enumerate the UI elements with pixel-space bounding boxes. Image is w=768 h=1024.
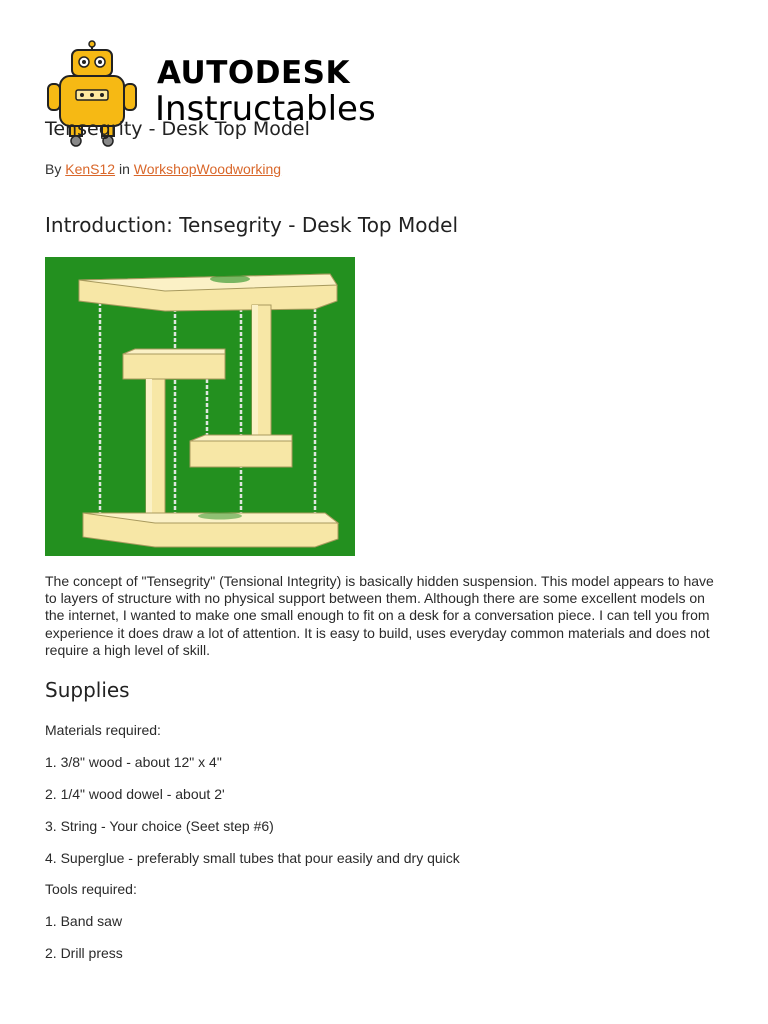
byline: [45, 161, 281, 177]
author-link[interactable]: KenS12: [65, 161, 116, 177]
material-item: 1. 3/8" wood - about 12" x 4": [45, 754, 222, 770]
material-item: 3. String - Your choice (Seet step #6): [45, 818, 274, 834]
intro-paragraph: The concept of "Tensegrity" (Tensional Integrity) is basically hidden suspension. This model appears to have to layers of structure with no physical support between them. Although there are some excellent models on the internet, I wanted to make one small enough to fit on a desk for a conversation piece. I can tell you from experience it does draw a lot of attention. It is easy to build, uses everyday common materials and does not require a high level of skill.: [45, 573, 714, 658]
page-title: Tensegrity - Desk Top Model: [45, 118, 310, 140]
tensegrity-model-image[interactable]: [45, 257, 355, 556]
supplies-heading: Supplies: [45, 678, 130, 702]
intro-heading: Introduction: Tensegrity - Desk Top Model: [45, 213, 459, 237]
category-link[interactable]: [134, 161, 281, 177]
tool-item: 1. Band saw: [45, 913, 123, 929]
category-link-workshop: Workshop: [133, 161, 197, 177]
byline-in: in: [118, 161, 130, 177]
materials-label: Materials required:: [45, 722, 161, 738]
autodesk-wordmark: AUTODESK: [157, 55, 350, 91]
tools-label: Tools required:: [45, 881, 137, 897]
tool-item: 2. Drill press: [45, 945, 123, 961]
byline-by: By: [45, 161, 62, 177]
category-link-woodworking: Woodworking: [196, 161, 282, 177]
material-item: 4. Superglue - preferably small tubes that pour easily and dry quick: [45, 850, 460, 866]
instructables-wordmark: Instructables: [155, 89, 376, 129]
material-item: 2. 1/4" wood dowel - about 2': [45, 786, 225, 802]
